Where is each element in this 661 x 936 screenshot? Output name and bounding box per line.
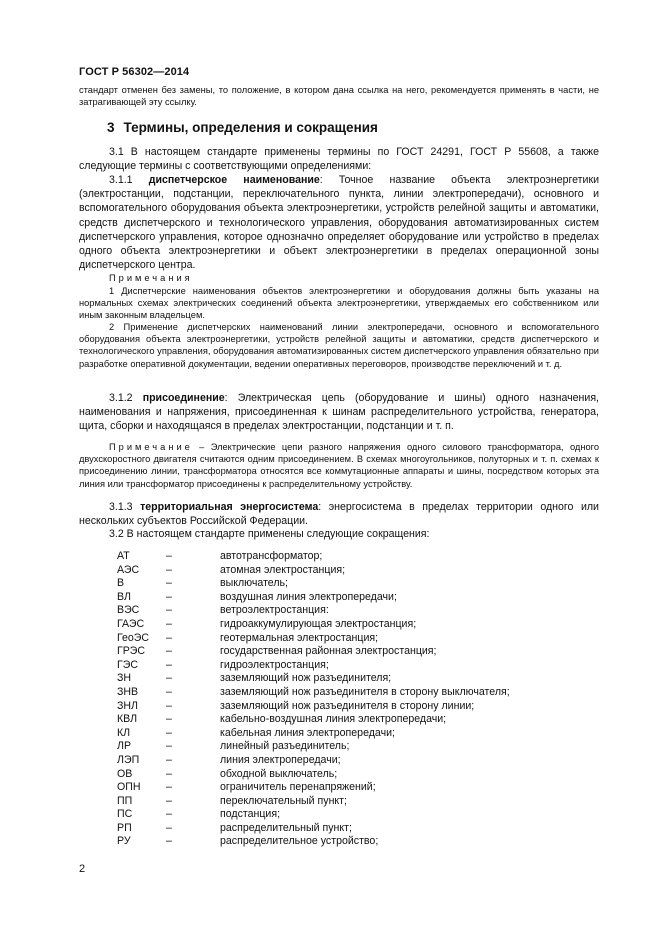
abbreviation-row [117, 672, 597, 686]
abbreviation-meaning: автотрансформатор; [220, 550, 323, 562]
abbreviation-row [117, 835, 597, 849]
abbreviation-dash: – [166, 590, 172, 603]
abbreviation-meaning: выключатель; [220, 577, 288, 590]
abbreviation-row [117, 754, 597, 768]
abbreviation-code: ЗНЛ [117, 699, 139, 712]
abbreviation-code: ГЭС [117, 658, 139, 671]
abbreviation-dash: – [166, 794, 172, 807]
abbreviation-meaning: линия электропередачи; [220, 753, 341, 766]
abbreviation-row [117, 618, 597, 632]
abbreviation-dash: – [166, 645, 172, 658]
abbreviation-dash: – [166, 781, 172, 794]
abbreviation-dash: – [166, 740, 172, 753]
abbreviation-meaning: переключательный пункт; [220, 794, 347, 807]
abbreviation-meaning: распределительный пункт; [220, 821, 352, 834]
abbreviation-dash: – [166, 767, 172, 780]
abbreviation-code: ЗН [117, 672, 132, 685]
abbreviation-dash: – [166, 672, 172, 685]
section-number: 3 [107, 120, 115, 135]
abbreviation-dash: – [166, 685, 172, 698]
abbreviation-code: ПП [117, 794, 133, 807]
document-header: ГОСТ Р 56302—2014 [79, 66, 190, 78]
abbreviation-dash: – [166, 835, 172, 848]
abbreviation-code: КВЛ [117, 713, 138, 726]
abbreviation-meaning: подстанция; [220, 808, 281, 821]
note-title: Примечание [109, 442, 193, 452]
paragraph-3-1: 3.1 В настоящем стандарте применены термины по ГОСТ 24291, ГОСТ Р 55608, а также следующие термины с соответствующими определениями: [79, 146, 599, 173]
abbreviation-row [117, 577, 597, 591]
term-name: диспетчерское наименование [148, 174, 320, 186]
note-3-1-2 [79, 441, 599, 490]
abbreviation-row [117, 564, 597, 578]
abbreviation-code: РП [117, 821, 132, 834]
abbreviation-dash: – [166, 753, 172, 766]
abbreviation-dash: – [166, 699, 172, 712]
abbreviation-code: ОПН [117, 781, 141, 794]
abbreviation-meaning: обходной выключатель; [220, 767, 338, 780]
abbreviation-row [117, 713, 597, 727]
abbreviation-meaning: линейный разъединитель; [220, 740, 350, 753]
section-title: Термины, определения и сокращения [123, 120, 378, 135]
abbreviation-dash: – [166, 550, 172, 562]
abbreviation-row [117, 768, 597, 782]
abbreviation-row [117, 686, 597, 700]
abbreviation-meaning: государственная районная электростанция; [220, 645, 437, 658]
abbreviation-row [117, 700, 597, 714]
term-definition: : Электрическая цепь (оборудование и шины) одного назначения, наименования и напряжения, присоединенная к шинам распределительного устройства, генератора, щита, сборки и находящаяся в пределах электростанции, подстанции и т. п. [79, 392, 599, 433]
abbreviation-row [117, 822, 597, 836]
note-1: 1 Диспетчерские наименования объектов электроэнергетики и оборудования должны быть указаны на нормальных схемах электрических соединений объекта электроэнергетики, утверждаемых его собственником или иным законным владельцем. [79, 286, 599, 321]
abbreviation-meaning: ветроэлектростанция: [220, 604, 329, 617]
abbreviation-row [117, 808, 597, 822]
abbreviation-dash: – [166, 726, 172, 739]
abbreviation-meaning: заземляющий нож разъединителя; [220, 672, 392, 685]
abbreviation-meaning: гидроаккумулирующая электростанция; [220, 617, 417, 630]
abbreviation-dash: – [166, 563, 172, 576]
abbreviation-code: РУ [117, 835, 131, 848]
abbreviation-row [117, 550, 597, 564]
term-3-1-2 [79, 391, 599, 434]
abbreviation-row [117, 632, 597, 646]
abbreviation-row [117, 645, 597, 659]
abbreviation-meaning: заземляющий нож разъединителя в сторону выключателя; [220, 685, 510, 698]
abbreviation-meaning: атомная электростанция; [220, 563, 346, 576]
abbreviation-row [117, 781, 597, 795]
abbreviation-dash: – [166, 604, 172, 617]
section-heading [107, 120, 387, 135]
abbreviation-dash: – [166, 631, 172, 644]
term-name: территориальная энергосистема [140, 501, 319, 513]
abbreviation-code: ПС [117, 808, 133, 821]
abbreviation-code: ВЭС [117, 604, 140, 617]
abbreviation-dash: – [166, 713, 172, 726]
note-text: – Электрические цепи разного напряжения одного силового трансформатора, одного двухскоростного двигателя считаются одним присоединением. В схемах многоугольников, полуторных и т. п. схемах к присоединению линии, трансформатора относятся все коммутационные аппараты и шины, посредством которых эта линия или трансформатор присоединены к распределительному устройству. [79, 442, 599, 489]
abbreviation-row [117, 727, 597, 741]
paragraph-3-2: 3.2 В настоящем стандарте применены следующие сокращения: [109, 528, 430, 540]
abbreviation-code: ВЛ [117, 590, 131, 603]
abbreviation-code: ГАЭС [117, 617, 145, 630]
abbreviation-meaning: гидроэлектростанция; [220, 658, 329, 671]
abbreviation-code: КЛ [117, 726, 131, 739]
abbreviation-code: ГРЭС [117, 645, 146, 658]
term-number: 3.1.1 [109, 174, 133, 186]
page-number: 2 [79, 863, 86, 875]
abbreviation-list [117, 550, 597, 849]
term-number: 3.1.3 [109, 501, 133, 513]
abbreviation-row [117, 604, 597, 618]
abbreviation-row [117, 591, 597, 605]
abbreviation-meaning: геотермальная электростанция; [220, 631, 379, 644]
abbreviation-code: ГеоЭС [117, 631, 150, 644]
abbreviation-code: ЛЭП [117, 753, 140, 766]
abbreviation-meaning: ограничитель перенапряжений; [220, 781, 376, 794]
abbreviation-meaning: заземляющий нож разъединителя в сторону линии; [220, 699, 475, 712]
term-3-1-3 [79, 500, 599, 528]
term-number: 3.1.2 [109, 392, 133, 404]
abbreviation-code: АТ [117, 550, 130, 562]
term-name: присоединение [142, 392, 225, 404]
abbreviation-dash: – [166, 617, 172, 630]
abbreviation-row [117, 659, 597, 673]
abbreviation-dash: – [166, 577, 172, 590]
term-3-1-1 [79, 173, 599, 272]
intro-paragraph: стандарт отменен без замены, то положение, в котором дана ссылка на него, рекомендуется применять в части, не затрагивающей эту ссылку. [79, 85, 599, 108]
abbreviation-dash: – [166, 821, 172, 834]
notes-title: Примечания [109, 273, 193, 283]
abbreviation-meaning: распределительное устройство; [220, 835, 379, 848]
abbreviation-code: ЗНВ [117, 685, 139, 698]
abbreviation-row [117, 795, 597, 809]
abbreviation-meaning: кабельная линия электропередачи; [220, 726, 395, 739]
abbreviation-row [117, 740, 597, 754]
abbreviation-meaning: воздушная линия электропередачи; [220, 590, 397, 603]
abbreviation-code: В [117, 577, 125, 590]
term-definition: : Точное название объекта электроэнергетики (электростанции, подстанции, переключательного пункта, линии электропередачи), основного и вспомогательного оборудования объекта электроэнергетики, устройств релейной защиты и автоматики, средств диспетчерского и технологического управления, оборудования автоматизированных систем диспетчерского управления, которое однозначно определяет оборудование или устройство в пределах одного объекта электроэнергетики и объект электроэнергетики в пределах операционной зоны диспетчерского центра. [79, 174, 599, 272]
note-2: 2 Применение диспетчерских наименований линии электропередачи, основного и вспомогательного оборудования объекта электроэнергетики, устройств релейной защиты и автоматики, средств диспетчерского и технологического управления, оборудования автоматизированных систем диспетчерского управления обязательно при разработке оперативной документации, ведении оперативных переговоров, производстве переключений и т. д. [79, 322, 599, 369]
abbreviation-code: АЭС [117, 563, 140, 576]
abbreviation-code: ЛР [117, 740, 132, 753]
abbreviation-dash: – [166, 658, 172, 671]
abbreviation-meaning: кабельно-воздушная линия электропередачи; [220, 713, 447, 726]
abbreviation-code: ОВ [117, 767, 133, 780]
term-definition: : энергосистема в пределах территории одного или нескольких субъектов Российской Федерации. [79, 501, 599, 528]
abbreviation-dash: – [166, 808, 172, 821]
